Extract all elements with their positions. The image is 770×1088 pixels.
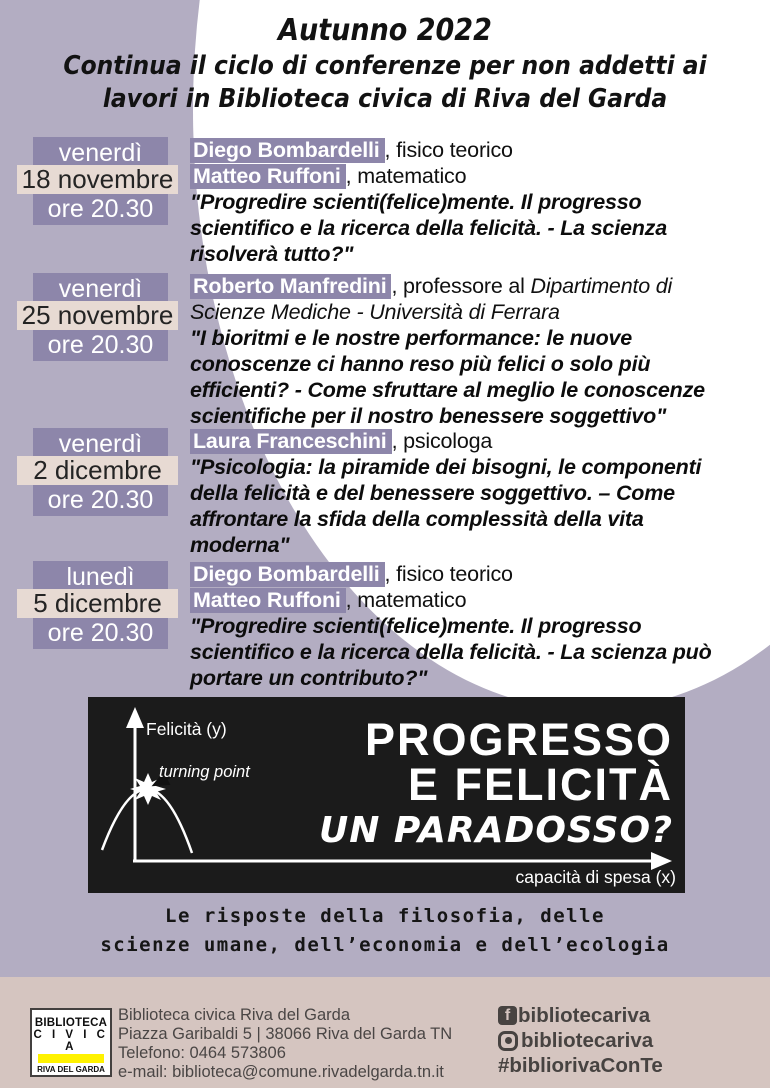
talk-title-line: portare un contributo?": [190, 666, 428, 690]
talk-title-line: conoscenze ci hanno reso più felici o solo più: [190, 352, 651, 376]
turning-point-annotation: turning point: [159, 763, 250, 781]
event-day: venerdì: [58, 139, 143, 167]
speaker-line: [190, 163, 765, 189]
facebook-row: [498, 1003, 663, 1028]
event-1-text: [190, 137, 765, 267]
speaker-role: , fisico teorico: [384, 562, 513, 586]
talk-title-line: "I bioritmi e le nostre performance: le nuove: [190, 326, 633, 350]
library-logo: [30, 1008, 112, 1077]
talk-title-line: della felicità e del benessere soggettivo. – Come: [190, 481, 675, 505]
speaker-line: [190, 428, 765, 454]
event-time: ore 20.30: [47, 195, 154, 223]
talk-title-line: "Progredire scienti(felice)mente. Il progresso: [190, 614, 642, 638]
event-time: ore 20.30: [47, 486, 154, 514]
logo-text-line1: BIBLIOTECA: [34, 1017, 108, 1029]
speaker-name: Diego Bombardelli: [190, 562, 385, 587]
speaker-role: , matematico: [345, 588, 467, 612]
campaign-hashtag: #bibliorivaConTe: [498, 1053, 663, 1077]
event-4-date-block: [0, 561, 185, 649]
paradox-banner: [88, 697, 685, 893]
speaker-affiliation: Dipartimento di: [530, 274, 673, 298]
tagline-line1: Le risposte della filosofia, delle: [165, 905, 605, 927]
banner-heading-line1: PROGRESSO: [364, 714, 673, 765]
speaker-name: Matteo Ruffoni: [190, 164, 346, 189]
facebook-handle: bibliotecariva: [518, 1003, 651, 1027]
event-time: ore 20.30: [47, 619, 154, 647]
event-day: lunedì: [66, 563, 135, 591]
talk-title-line: efficienti? - Come sfruttare al meglio le conoscenze: [190, 378, 705, 402]
poster-subtitle-line2: lavori in Biblioteca civica di Riva del Garda: [102, 84, 668, 114]
social-links: [498, 1003, 663, 1078]
instagram-icon: [498, 1031, 518, 1051]
event-day: venerdì: [58, 430, 143, 458]
event-date: 2 dicembre: [33, 455, 162, 485]
contact-address: Piazza Garibaldi 5 | 38066 Riva del Garda TN: [118, 1025, 453, 1043]
tagline-line2: scienze umane, dell’economia e dell’ecologia: [100, 933, 670, 956]
talk-title-line: scientifico e la ricerca della felicità. - La scienza: [190, 216, 667, 240]
banner-heading-line2: E FELICITÀ: [408, 759, 673, 810]
event-4-text: [190, 561, 765, 691]
talk-title-line: risolverà tutto?": [190, 242, 354, 266]
banner-heading-line3: UN PARADOSSO?: [319, 810, 673, 851]
speaker-line: [190, 137, 765, 163]
poster-season-title: Autunno 2022: [278, 13, 492, 48]
contact-phone: Telefono: 0464 573806: [118, 1044, 286, 1062]
instagram-handle: bibliotecariva: [521, 1028, 654, 1052]
talk-title-line: "Progredire scienti(felice)mente. Il progresso: [190, 190, 642, 214]
event-3-date-block: [0, 428, 185, 516]
speaker-line: [190, 273, 765, 299]
tagline: [0, 902, 770, 959]
event-2-date-block: [0, 273, 185, 361]
speaker-name: Roberto Manfredini: [190, 274, 391, 299]
banner-heading: [319, 714, 673, 855]
speaker-role: , professore al: [391, 274, 531, 298]
speaker-role: , matematico: [345, 164, 467, 188]
speaker-line: [190, 561, 765, 587]
poster-subtitle-line1: Continua il ciclo di conferenze per non addetti ai: [63, 51, 707, 81]
logo-text-line3: RIVA DEL GARDA: [37, 1065, 105, 1074]
event-day: venerdì: [58, 275, 143, 303]
event-date: 5 dicembre: [33, 588, 162, 618]
logo-yellow-bar: [38, 1054, 104, 1063]
event-2-text: [190, 273, 765, 429]
event-date: 18 novembre: [21, 164, 174, 194]
talk-title-line: scientifiche per il nostro benessere soggettivo": [190, 404, 667, 428]
talk-title-line: affrontare la sfida della complessità della vita: [190, 507, 644, 531]
header: [39, 12, 732, 116]
hashtag-row: [498, 1053, 663, 1078]
talk-title-line: "Psicologia: la piramide dei bisogni, le componenti: [190, 455, 702, 479]
event-date: 25 novembre: [21, 300, 174, 330]
speaker-role: , psicologa: [391, 429, 493, 453]
contact-info: [118, 1006, 452, 1082]
footer: [0, 977, 770, 1088]
speaker-line: [190, 587, 765, 613]
logo-text-line2: C I V I C A: [33, 1029, 109, 1053]
instagram-icon-dot: [505, 1037, 512, 1044]
speaker-affiliation-line2: Scienze Mediche - Università di Ferrara: [190, 300, 560, 324]
speaker-name: Laura Franceschini: [190, 429, 392, 454]
talk-title-line: moderna": [190, 533, 290, 557]
y-axis-label: Felicità (y): [146, 719, 227, 739]
speaker-name: Matteo Ruffoni: [190, 588, 346, 613]
talk-title-line: scientifico e la ricerca della felicità. - La scienza può: [190, 640, 712, 664]
speaker-name: Diego Bombardelli: [190, 138, 385, 163]
contact-library-name: Biblioteca civica Riva del Garda: [118, 1006, 351, 1024]
speaker-role: , fisico teorico: [384, 138, 513, 162]
event-1-date-block: [0, 137, 185, 225]
instagram-row: [498, 1028, 663, 1053]
x-axis-label: capacità di spesa (x): [515, 867, 676, 887]
event-time: ore 20.30: [47, 331, 154, 359]
contact-email: e-mail: biblioteca@comune.rivadelgarda.tn.it: [118, 1063, 444, 1081]
facebook-icon: f: [498, 1006, 517, 1025]
event-3-text: [190, 428, 765, 558]
